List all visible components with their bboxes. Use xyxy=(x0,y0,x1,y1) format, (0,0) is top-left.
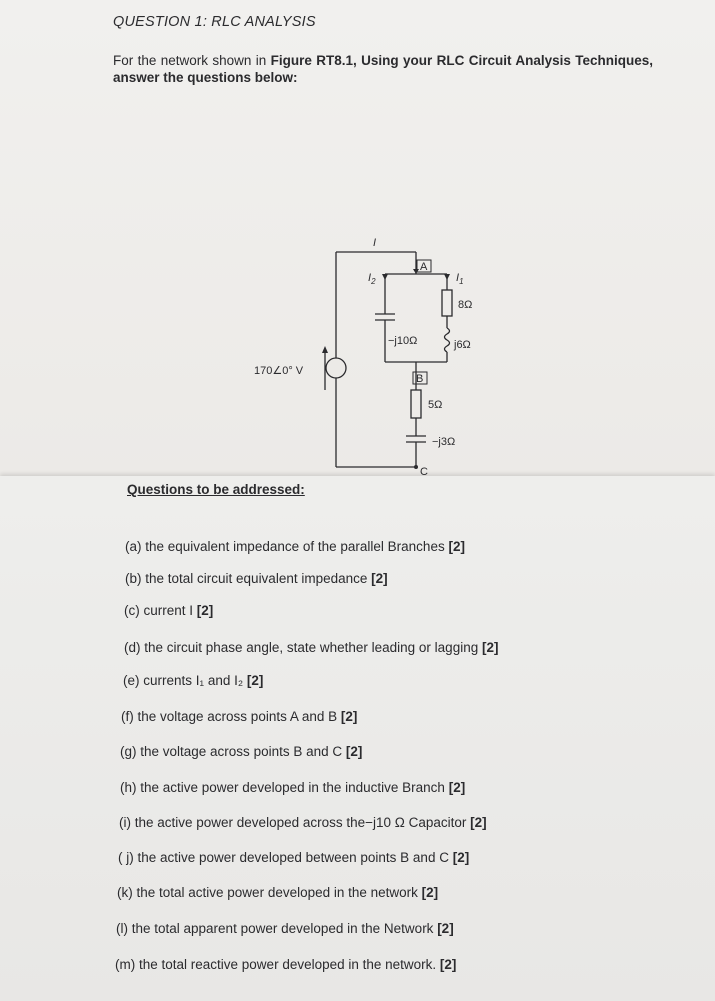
question-l xyxy=(116,921,454,936)
question-marks: [2] xyxy=(481,640,499,655)
label-xl-j6-ohm: j6Ω xyxy=(454,339,471,351)
label-current-i: I xyxy=(373,237,377,249)
question-marks: [2] xyxy=(421,885,439,900)
question-g xyxy=(120,744,362,759)
questions-heading: Questions to be addressed: xyxy=(127,482,305,497)
question-k xyxy=(117,885,438,900)
question-j xyxy=(118,850,469,865)
label-r-5-ohm: 5Ω xyxy=(428,399,443,411)
source-arrow-head xyxy=(322,346,328,353)
label-current-i1: $I_1$ xyxy=(456,272,464,286)
label-node-a: A xyxy=(420,261,428,273)
i2-arrow xyxy=(382,274,388,280)
question-b xyxy=(125,571,388,586)
label-r-8-ohm: 8Ω xyxy=(458,299,473,311)
question-text: (f) the voltage across points A and B xyxy=(121,709,341,724)
question-c xyxy=(124,603,213,618)
question-text: (c) current I xyxy=(124,603,197,618)
question-a xyxy=(125,539,465,554)
question-marks: [2] xyxy=(439,957,457,972)
question-m xyxy=(115,957,456,972)
question-text: (d) the circuit phase angle, state whether leading or lagging xyxy=(124,640,482,655)
label-xc-j10-ohm: −j10Ω xyxy=(388,335,418,347)
question-d xyxy=(124,640,498,655)
inductor-j6-ohm xyxy=(445,328,450,352)
question-text: (g) the voltage across points B and C xyxy=(120,744,346,759)
question-marks: [2] xyxy=(371,571,388,586)
question-text: (i) the active power developed across the−j10 Ω Capacitor xyxy=(119,815,471,830)
question-marks: [2] xyxy=(452,850,470,865)
label-node-c: C xyxy=(420,466,428,478)
question-text: (k) the total active power developed in the network xyxy=(117,885,422,900)
question-marks: [2] xyxy=(437,921,454,936)
question-text: (m) the total reactive power developed in the network. xyxy=(115,957,440,972)
question-text: (b) the total circuit equivalent impedance xyxy=(125,571,372,586)
circuit-diagram xyxy=(240,230,480,478)
question-text: (a) the equivalent impedance of the parallel Branches xyxy=(125,539,449,554)
label-current-i2: $I_2$ xyxy=(368,272,376,286)
label-node-b: B xyxy=(416,373,424,385)
voltage-source xyxy=(326,358,346,378)
question-i xyxy=(119,815,487,830)
intro-text-2: , Using your RLC Circuit Analysis Techniques, answer the questions below: xyxy=(113,53,654,85)
question-marks: [2] xyxy=(345,744,363,759)
question-marks: [2] xyxy=(448,539,465,554)
question-title: QUESTION 1: RLC ANALYSIS xyxy=(113,14,316,30)
resistor-5-ohm xyxy=(411,390,421,418)
question-marks: [2] xyxy=(246,673,264,688)
question-marks: [2] xyxy=(340,709,358,724)
i1-arrow xyxy=(444,274,450,280)
question-text: (l) the total apparent power developed in the Network xyxy=(116,921,438,936)
figure-reference: Figure RT8.1 xyxy=(270,53,354,68)
question-h xyxy=(120,780,465,795)
question-marks: [2] xyxy=(196,603,214,618)
resistor-8-ohm xyxy=(442,290,452,316)
question-text: (e) currents I₁ and I₂ xyxy=(123,673,247,688)
question-text: ( j) the active power developed between points B and C xyxy=(118,850,453,865)
question-marks: [2] xyxy=(448,780,466,795)
question-f xyxy=(121,709,357,724)
question-text: (h) the active power developed in the inductive Branch xyxy=(120,780,449,795)
intro-text-1: For the network shown in xyxy=(113,53,271,68)
label-source-voltage: 170∠0° V xyxy=(254,365,304,377)
intro-paragraph xyxy=(113,52,653,86)
question-e xyxy=(123,673,263,688)
label-xc-j3-ohm: −j3Ω xyxy=(432,436,456,448)
question-marks: [2] xyxy=(470,815,487,830)
node-c-dot xyxy=(414,465,418,469)
